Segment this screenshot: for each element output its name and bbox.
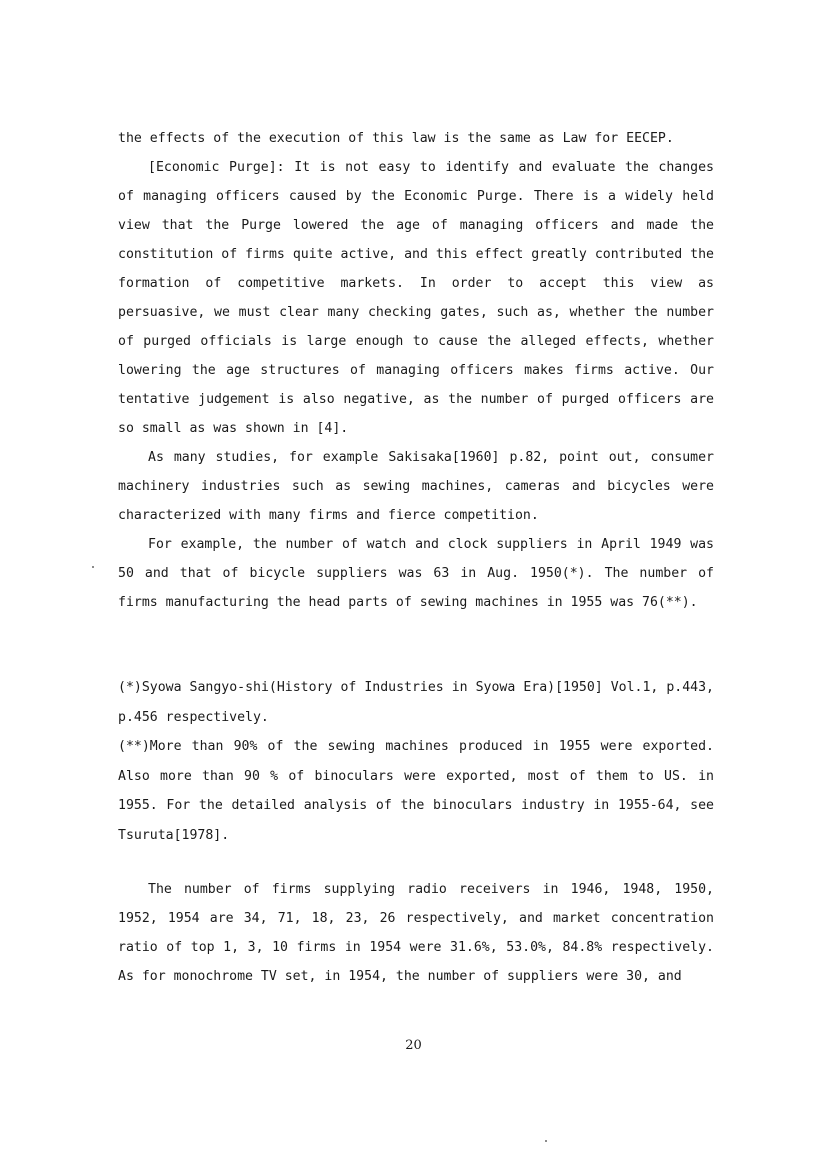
paragraph-supplier-counts: For example, the number of watch and clock suppliers in April 1949 was 50 and that of bicycle suppliers was 63 in Aug. 1950(*). The number of firms manufacturing the head parts of sewing machines in 1955 was 76(**). (118, 537, 714, 610)
paragraph-continuation: the effects of the execution of this law is the same as Law for EECEP. (118, 131, 674, 146)
tail-text (118, 875, 714, 991)
scan-speck (545, 1140, 547, 1142)
paragraph-radio-receivers: The number of firms supplying radio receivers in 1946, 1948, 1950, 1952, 1954 are 34, 71, 18, 23, 26 respectively, and market concentration ratio of top 1, 3, 10 firms in 1954 were 31.6%, 53.0%, 84.8% respectively. As for monochrome TV set, in 1954, the number of suppliers were 30, and (118, 882, 714, 984)
footnote-single-asterisk: (*)Syowa Sangyo-shi(History of Industries in Syowa Era)[1950] Vol.1, p.443, p.456 respectively. (118, 680, 714, 725)
footnotes (118, 673, 714, 850)
paragraph-economic-purge: [Economic Purge]: It is not easy to identify and evaluate the changes of managing officers caused by the Economic Purge. There is a widely held view that the Purge lowered the age of managing officers and made the constitution of firms quite active, and this effect greatly contributed the formation of competitive markets. In order to accept this view as persuasive, we must clear many checking gates, such as, whether the number of purged officials is large enough to cause the alleged effects, whether lowering the age structures of managing officers makes firms active. Our tentative judgement is also negative, as the number of purged officers are so small as was shown in [4]. (118, 160, 714, 436)
scan-speck (92, 566, 94, 568)
footnote-double-asterisk: (**)More than 90% of the sewing machines produced in 1955 were exported. Also more than 90 % of binoculars were exported, most of them to US. in 1955. For the detailed analysis of the binoculars industry in 1955-64, see Tsuruta[1978]. (118, 739, 714, 843)
page-number: 20 (405, 1038, 422, 1053)
paragraph-consumer-machinery: As many studies, for example Sakisaka[1960] p.82, point out, consumer machinery industries such as sewing machines, cameras and bicycles were characterized with many firms and fierce competition. (118, 450, 714, 523)
main-text (118, 124, 714, 617)
